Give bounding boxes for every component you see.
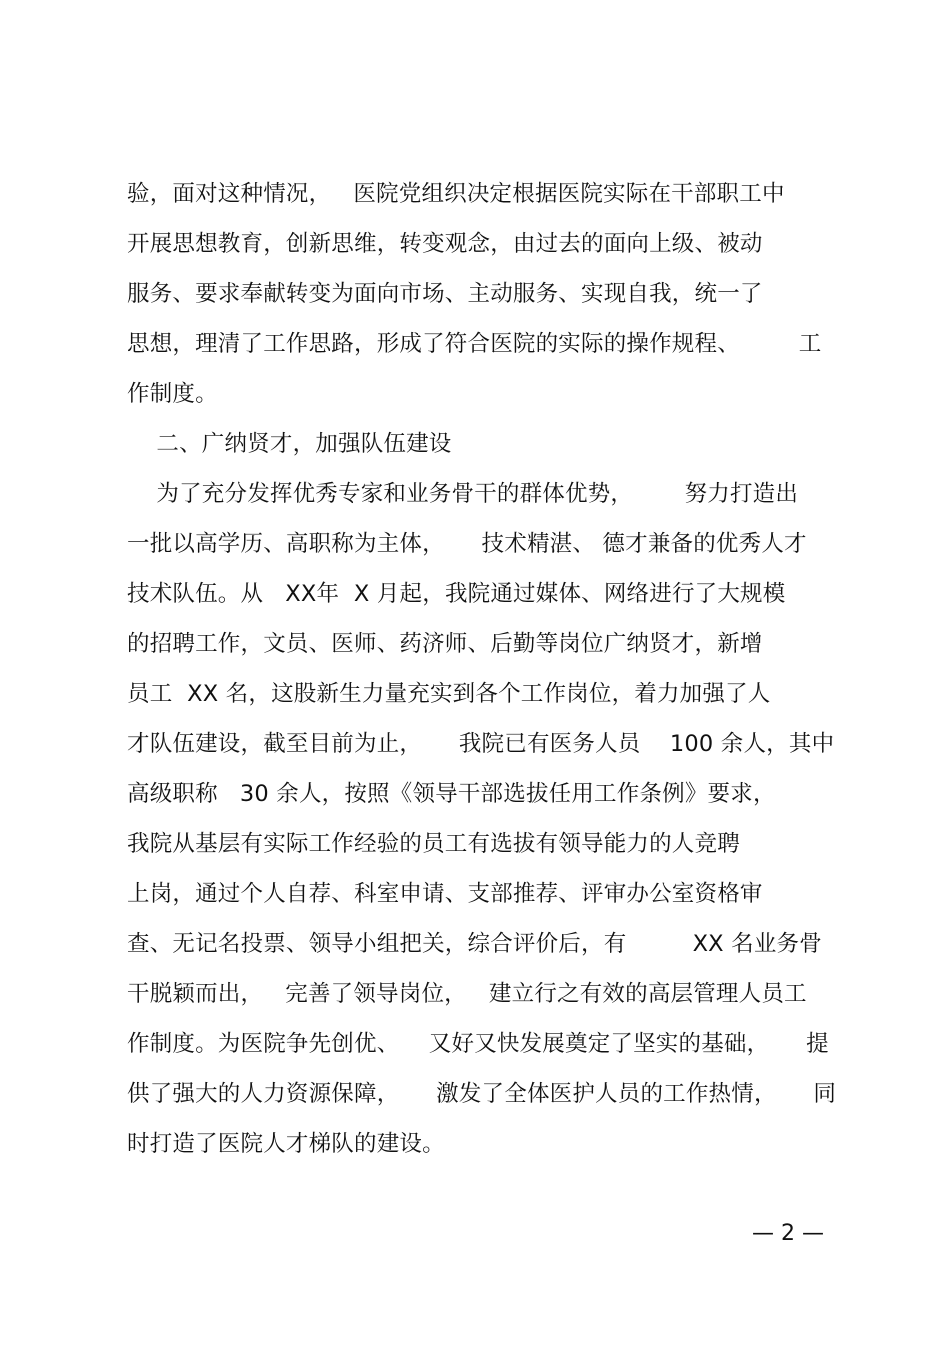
text-line: 高级职称 30 余人，按照《领导干部选拔任用工作条例》要求， (127, 781, 776, 807)
section-heading: 二、广纳贤才，加强队伍建设 (127, 431, 452, 457)
text-line: 思想，理清了工作思路，形成了符合医院的实际的操作规程、 工 (127, 331, 822, 357)
text-line: 上岗，通过个人自荐、科室申请、支部推荐、评审办公室资格审 (127, 881, 763, 907)
text-line: 查、无记名投票、领导小组把关，综合评价后，有 XX 名业务骨 (127, 931, 822, 957)
text-line: 开展思想教育，创新思维，转变观念，由过去的面向上级、被动 (127, 231, 763, 257)
text-line: 供了强大的人力资源保障， 激发了全体医护人员的工作热情， 同 (127, 1081, 837, 1107)
text-line: 的招聘工作，文员、医师、药济师、后勤等岗位广纳贤才，新增 (127, 631, 763, 657)
text-line: 员工 XX 名，这股新生力量充实到各个工作岗位，着力加强了人 (127, 681, 771, 707)
text-line: 干脱颖而出， 完善了领导岗位， 建立行之有效的高层管理人员工 (127, 981, 807, 1007)
page-number: — 2 — (752, 1221, 824, 1246)
text-line: 我院从基层有实际工作经验的员工有选拔有领导能力的人竞聘 (127, 831, 740, 857)
text-line: 一批以高学历、高职称为主体， 技术精湛、 德才兼备的优秀人才 (127, 531, 807, 557)
text-line: 技术队伍。从 XX年 X 月起，我院通过媒体、网络进行了大规模 (127, 581, 786, 607)
text-line: 服务、要求奉献转变为面向市场、主动服务、实现自我，统一了 (127, 281, 763, 307)
text-line: 为了充分发挥优秀专家和业务骨干的群体优势， 努力打造出 (127, 481, 799, 507)
text-line: 验，面对这种情况， 医院党组织决定根据医院实际在干部职工中 (127, 181, 785, 207)
text-line: 作制度。为医院争先创优、 又好又快发展奠定了坚实的基础， 提 (127, 1031, 829, 1057)
text-line: 时打造了医院人才梯队的建设。 (127, 1131, 445, 1157)
text-line: 才队伍建设，截至目前为止， 我院已有医务人员 100 余人，其中 (127, 731, 835, 757)
text-line: 作制度。 (127, 381, 218, 407)
